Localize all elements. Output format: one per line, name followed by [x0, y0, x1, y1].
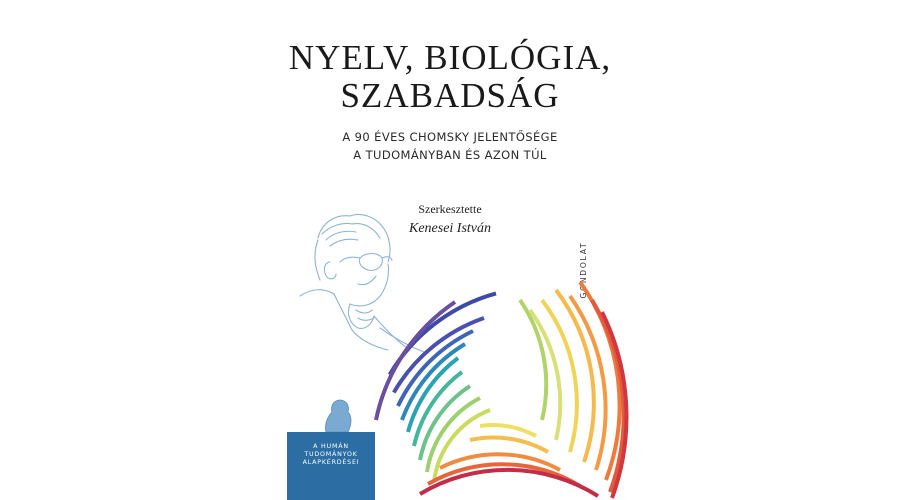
- edited-by-label: Szerkesztette: [418, 202, 482, 216]
- series-logo-bust: [325, 400, 351, 432]
- cover-title-line1: NYELV, BIOLÓGIA,: [288, 38, 612, 77]
- series-line3: ALAPKÉRDÉSEI: [302, 459, 360, 466]
- cover-title-line2: SZABADSÁG: [340, 76, 560, 115]
- rainbow-arcs-artwork: [376, 282, 626, 498]
- editor-name: Kenesei István: [408, 221, 492, 236]
- publisher-name: GONDOLAT: [579, 241, 588, 299]
- portrait-sketch-illustration: [300, 214, 424, 352]
- series-line1: A HUMÁN: [313, 443, 349, 450]
- cover-subtitle-line2: A TUDOMÁNYBAN ÉS AZON TÚL: [353, 148, 547, 162]
- series-name: [287, 443, 375, 467]
- cover-subtitle-line1: A 90 ÉVES CHOMSKY JELENTŐSÉGE: [342, 130, 558, 144]
- series-line2: TUDOMÁNYOK: [304, 451, 358, 458]
